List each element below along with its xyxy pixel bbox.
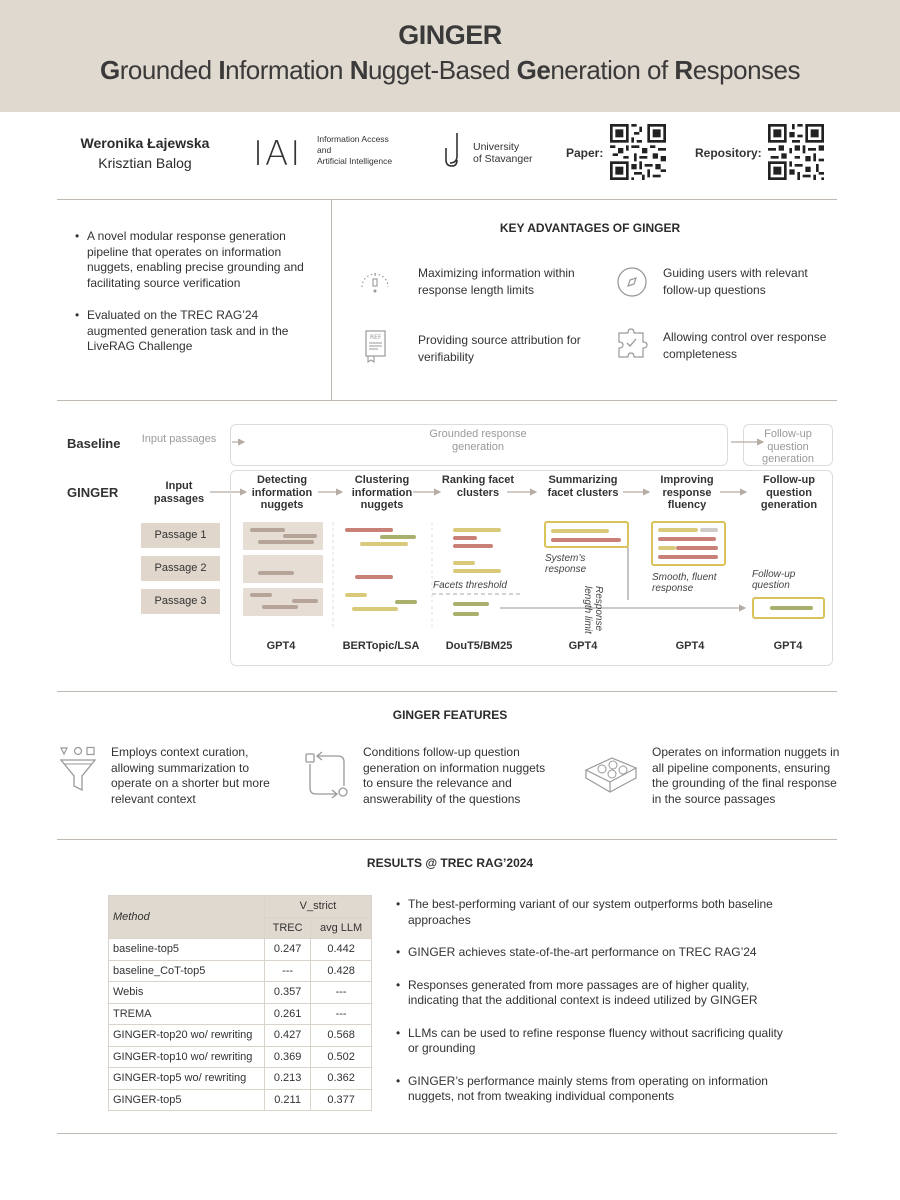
divider bbox=[57, 839, 837, 840]
ranked-bar bbox=[453, 612, 479, 616]
model-label: GPT4 bbox=[266, 640, 296, 652]
ranked-bar bbox=[453, 544, 493, 548]
feature-text: Conditions follow-up question generation on information nuggets to ensure the relevance and answerability of the questions bbox=[363, 745, 546, 806]
length-limit-label: Response length limit bbox=[582, 586, 604, 634]
nugget-box-icon bbox=[582, 752, 640, 798]
model-label: BERTopic/LSA bbox=[342, 640, 420, 652]
table-row bbox=[109, 1046, 372, 1068]
table-cell: 0.261 bbox=[265, 1003, 311, 1025]
repository-label: Repository: bbox=[695, 146, 762, 160]
ranked-bar bbox=[453, 536, 477, 540]
nugget-bar bbox=[250, 528, 285, 532]
nugget-bar bbox=[262, 605, 298, 609]
cluster-bar bbox=[380, 535, 416, 539]
table-row bbox=[109, 1089, 372, 1111]
cluster-bar bbox=[360, 542, 408, 546]
paper-label: Paper: bbox=[566, 146, 604, 160]
subtitle-initial: R bbox=[674, 55, 693, 85]
model-label: GPT4 bbox=[675, 640, 705, 652]
nugget-bar bbox=[283, 534, 317, 538]
nugget-bar bbox=[292, 599, 318, 603]
funnel-icon bbox=[58, 744, 98, 796]
table-cell: 0.362 bbox=[311, 1068, 372, 1090]
feature-text: Employs context curation, allowing summarization to operate on a shorter but more relevant context bbox=[111, 745, 270, 806]
table-row bbox=[109, 982, 372, 1004]
fluent-bar bbox=[700, 528, 718, 532]
passage-card: Passage 1 bbox=[141, 523, 220, 548]
table-cell: --- bbox=[311, 1003, 372, 1025]
advantage-text: Providing source attribution for verifiability bbox=[418, 333, 581, 364]
summary-bullet: • A novel modular response generation pipeline that operates on information nuggets, enabling precise grounding and facilitating source verification bbox=[75, 229, 310, 291]
nugget-block bbox=[243, 555, 323, 583]
nugget-bar bbox=[258, 540, 314, 544]
summary-bullet: • Evaluated on the TREC RAG’24 augmented generation task and in the LiveRAG Challenge bbox=[75, 308, 310, 355]
author-name: Krisztian Balog bbox=[98, 155, 192, 171]
cluster-bar bbox=[345, 593, 367, 597]
fluent-bar bbox=[658, 555, 718, 559]
ranked-bar bbox=[453, 528, 501, 532]
cluster-bar bbox=[355, 575, 393, 579]
table-cell: GINGER-top5 wo/ rewriting bbox=[109, 1068, 265, 1090]
table-cell: 0.211 bbox=[265, 1089, 311, 1111]
avg-llm-header: avg LLM bbox=[311, 917, 372, 939]
table-row bbox=[109, 1068, 372, 1090]
table-row bbox=[109, 939, 372, 961]
table-cell: GINGER-top5 bbox=[109, 1089, 265, 1111]
ranked-bar bbox=[453, 561, 475, 565]
fluent-bar bbox=[658, 537, 716, 541]
table-row bbox=[109, 1025, 372, 1047]
passage-card: Passage 3 bbox=[141, 589, 220, 614]
advantage-text: Maximizing information within response length limits bbox=[418, 266, 575, 297]
model-label: GPT4 bbox=[568, 640, 598, 652]
model-label: GPT4 bbox=[773, 640, 803, 652]
results-bullet: • GINGER achieves state-of-the-art performance on TREC RAG’24 bbox=[396, 945, 786, 961]
table-cell: 0.502 bbox=[311, 1046, 372, 1068]
subtitle-word: neration of bbox=[550, 55, 675, 85]
table-row bbox=[109, 1003, 372, 1025]
step-label: Follow-up question generation bbox=[760, 474, 818, 511]
table-cell: 0.369 bbox=[265, 1046, 311, 1068]
summary-box bbox=[544, 521, 629, 548]
cycle-arrows-icon bbox=[303, 750, 351, 800]
followup-question-label: Follow-up question bbox=[752, 569, 796, 591]
fluent-bar bbox=[658, 546, 676, 550]
results-title: RESULTS @ TREC RAG’2024 bbox=[366, 856, 534, 870]
table-cell: 0.428 bbox=[311, 960, 372, 982]
results-bullet: • GINGER’s performance mainly stems from operating on information nuggets, not from tweaking individual components bbox=[396, 1074, 786, 1105]
table-cell: TREMA bbox=[109, 1003, 265, 1025]
author-name: Weronika Łajewska bbox=[80, 135, 210, 151]
results-bullet: • The best-performing variant of our system outperforms both baseline approaches bbox=[396, 897, 786, 928]
step-label: Detecting information nuggets bbox=[251, 474, 313, 511]
advantage-text: Guiding users with relevant follow-up questions bbox=[663, 266, 808, 297]
table-cell: GINGER-top20 wo/ rewriting bbox=[109, 1025, 265, 1047]
poster-title: GINGER bbox=[398, 20, 502, 50]
divider bbox=[57, 691, 837, 692]
ginger-input-label: Input passages bbox=[153, 480, 205, 505]
advantages-title: KEY ADVANTAGES OF GINGER bbox=[499, 221, 681, 235]
facets-threshold-label: Facets threshold bbox=[433, 580, 507, 591]
results-table bbox=[108, 895, 372, 1111]
table-cell: 0.442 bbox=[311, 939, 372, 961]
cluster-bar bbox=[395, 600, 417, 604]
ranked-bar bbox=[453, 602, 489, 606]
fluent-bar bbox=[658, 528, 698, 532]
subtitle-word: rounded bbox=[119, 55, 219, 85]
systems-response-label: System’s response bbox=[545, 553, 587, 575]
svg-text:REF: REF bbox=[370, 334, 382, 341]
subtitle-initial: N bbox=[349, 55, 368, 85]
vstrict-header: V_strict bbox=[265, 896, 372, 918]
advantage-text: Allowing control over response completeness bbox=[663, 330, 827, 361]
subtitle-word: nformation bbox=[225, 55, 350, 85]
trec-header: TREC bbox=[265, 917, 311, 939]
iai-logo-line: Artificial Intelligence bbox=[317, 156, 393, 166]
table-cell: baseline-top5 bbox=[109, 939, 265, 961]
summary-bar bbox=[551, 538, 621, 542]
results-bullet: • LLMs can be used to refine response fluency without sacrificing quality or grounding bbox=[396, 1026, 786, 1057]
subtitle-initial: I bbox=[218, 55, 226, 85]
uis-logo-line: University bbox=[473, 141, 520, 153]
iai-logo-line: Information Access bbox=[317, 134, 389, 144]
step-label: Improving response fluency bbox=[660, 474, 714, 511]
table-cell: 0.247 bbox=[265, 939, 311, 961]
table-cell: Webis bbox=[109, 982, 265, 1004]
summary-bar bbox=[551, 529, 609, 533]
baseline-label: Baseline bbox=[67, 436, 121, 451]
nugget-bar bbox=[258, 571, 294, 575]
baseline-input-label: Input passages bbox=[141, 433, 217, 445]
divider bbox=[57, 1133, 837, 1134]
iai-logo-mark: IAI bbox=[253, 134, 303, 174]
table-cell: GINGER-top10 wo/ rewriting bbox=[109, 1046, 265, 1068]
fluent-bar bbox=[676, 546, 718, 550]
table-cell: --- bbox=[311, 982, 372, 1004]
step-label: Clustering information nuggets bbox=[351, 474, 413, 511]
results-bullets bbox=[396, 897, 786, 1105]
results-bullet: • Responses generated from more passages are of higher quality, indicating that the additional context is indeed utilized by GINGER bbox=[396, 978, 786, 1009]
followup-bar bbox=[770, 606, 813, 610]
table-cell: 0.377 bbox=[311, 1089, 372, 1111]
subtitle-word: esponses bbox=[692, 55, 801, 85]
subtitle-word: ugget-Based bbox=[367, 55, 517, 85]
passage-card: Passage 2 bbox=[141, 556, 220, 581]
step-label: Summarizing facet clusters bbox=[547, 474, 619, 499]
table-row bbox=[109, 960, 372, 982]
nugget-bar bbox=[250, 593, 272, 597]
features-title: GINGER FEATURES bbox=[392, 708, 508, 722]
table-cell: 0.568 bbox=[311, 1025, 372, 1047]
subtitle-initial: G bbox=[99, 55, 120, 85]
table-cell: 0.213 bbox=[265, 1068, 311, 1090]
table-cell: 0.427 bbox=[265, 1025, 311, 1047]
method-header: Method bbox=[109, 896, 265, 939]
table-cell: --- bbox=[265, 960, 311, 982]
cluster-bar bbox=[352, 607, 398, 611]
feature-text: Operates on information nuggets in all pipeline components, ensuring the grounding of the final response in the source passages bbox=[652, 745, 840, 806]
cluster-bar bbox=[345, 528, 393, 532]
ranked-bar bbox=[453, 569, 501, 573]
uis-logo-line: of Stavanger bbox=[473, 153, 533, 165]
baseline-step-label: Grounded response generation bbox=[429, 428, 527, 453]
table-cell: baseline_CoT-top5 bbox=[109, 960, 265, 982]
step-label: Ranking facet clusters bbox=[441, 474, 515, 499]
model-label: DouT5/BM25 bbox=[445, 640, 513, 652]
smooth-response-label: Smooth, fluent response bbox=[652, 572, 717, 594]
ginger-label: GINGER bbox=[67, 485, 119, 500]
subtitle-initial: Ge bbox=[516, 55, 551, 85]
table-cell: 0.357 bbox=[265, 982, 311, 1004]
baseline-followup-label: Follow-up question generation bbox=[762, 428, 814, 465]
iai-logo-line: and bbox=[317, 145, 332, 155]
